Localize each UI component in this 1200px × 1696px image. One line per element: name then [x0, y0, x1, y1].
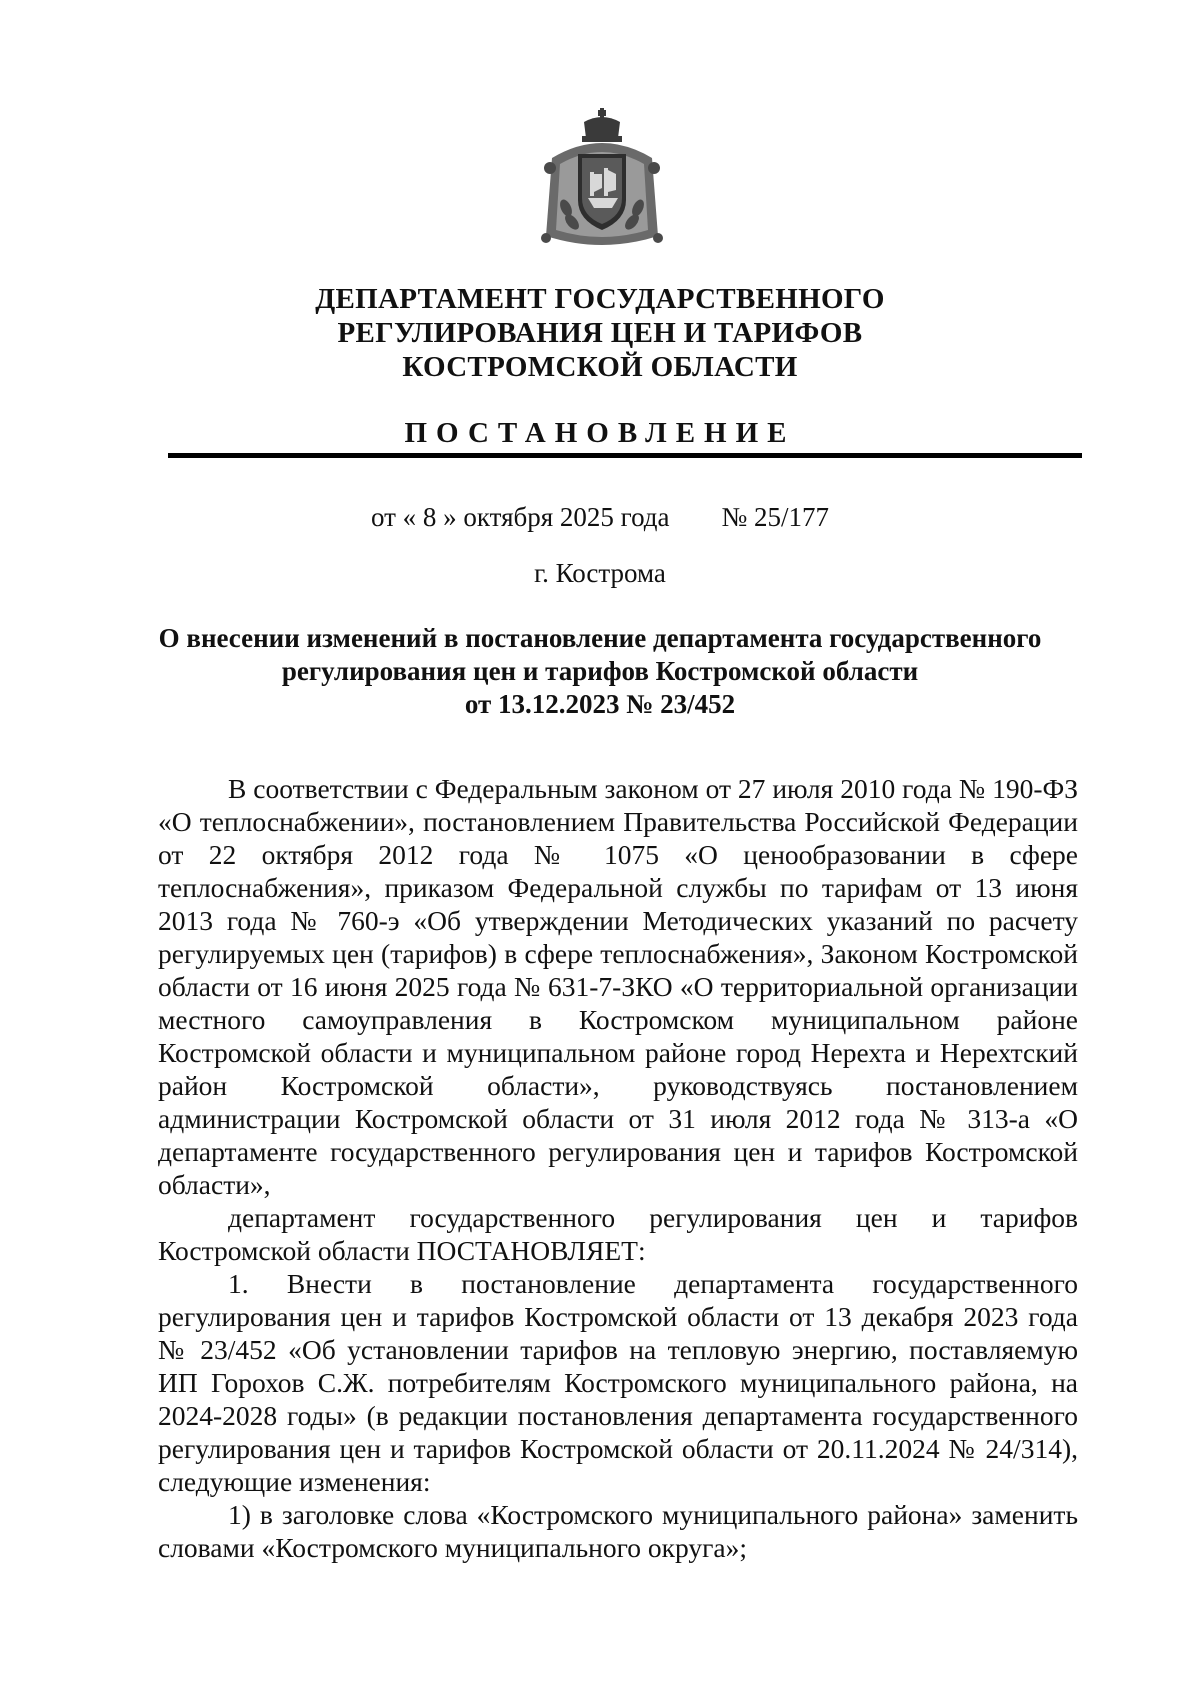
subject-heading — [150, 622, 1050, 721]
department-header — [200, 282, 1000, 384]
decree-title: ПОСТАНОВЛЕНИЕ — [404, 417, 796, 449]
decree-number: № 25/177 — [721, 502, 830, 532]
date-line — [200, 500, 1000, 534]
header-line: ДЕПАРТАМЕНТ ГОСУДАРСТВЕННОГО — [315, 283, 885, 315]
body-paragraph: департамент государственного регулирования цен и тарифов Костромской области ПОСТАНОВЛЯЕТ: — [158, 1202, 1078, 1266]
subject-line: О внесении изменений в постановление департамента государственного — [158, 623, 1042, 653]
header-line: КОСТРОМСКОЙ ОБЛАСТИ — [402, 351, 798, 383]
header-line: РЕГУЛИРОВАНИЯ ЦЕН И ТАРИФОВ — [337, 317, 863, 349]
subject-line: от 13.12.2023 № 23/452 — [464, 689, 736, 719]
body-paragraph: В соответствии с Федеральным законом от 27 июля 2010 года № 190-ФЗ «О теплоснабжении», постановлением Правительства Российской Федерации от 22 октября 2012 года № 1075 «О ценообразовании в сфере теплоснабжения», приказом Федеральной службы по тарифам от 13 июня 2013 года № 760-э «Об утверждении Методических указаний по расчету регулируемых цен (тарифов) в сфере теплоснабжения», Законом Костромской области от 16 июня 2025 года № 631-7-ЗКО «О территориальной организации местного самоуправления в Костромском муниципальном районе Костромской области и муниципальном районе город Нерехта и Нерехтский район Костромской области», руководствуясь постановлением администрации Костромской области от 31 июля 2012 года № 313-а «О департаменте государственного регулирования цен и тарифов Костромской области», — [158, 773, 1078, 1200]
body-paragraph: 1) в заголовке слова «Костромского муниципального района» заменить словами «Костромского муниципального округа»; — [158, 1499, 1078, 1563]
decree-date: от « 8 » октября 2025 года — [370, 502, 670, 532]
subject-line: регулирования цен и тарифов Костромской области — [281, 656, 919, 686]
title-rule — [168, 453, 1082, 458]
kostroma-coat-of-arms-icon — [532, 108, 672, 254]
city: г. Кострома — [534, 558, 666, 588]
body-text — [158, 772, 1078, 1564]
body-paragraph: 1. Внести в постановление департамента государственного регулирования цен и тарифов Костромской области от 13 декабря 2023 года № 23/452 «Об установлении тарифов на тепловую энергию, поставляемую ИП Горохов С.Ж. потребителям Костромского муниципального района, на 2024-2028 годы» (в редакции постановления департамента государственного регулирования цен и тарифов Костромской области от 20.11.2024 № 24/314), следующие изменения: — [158, 1268, 1078, 1497]
